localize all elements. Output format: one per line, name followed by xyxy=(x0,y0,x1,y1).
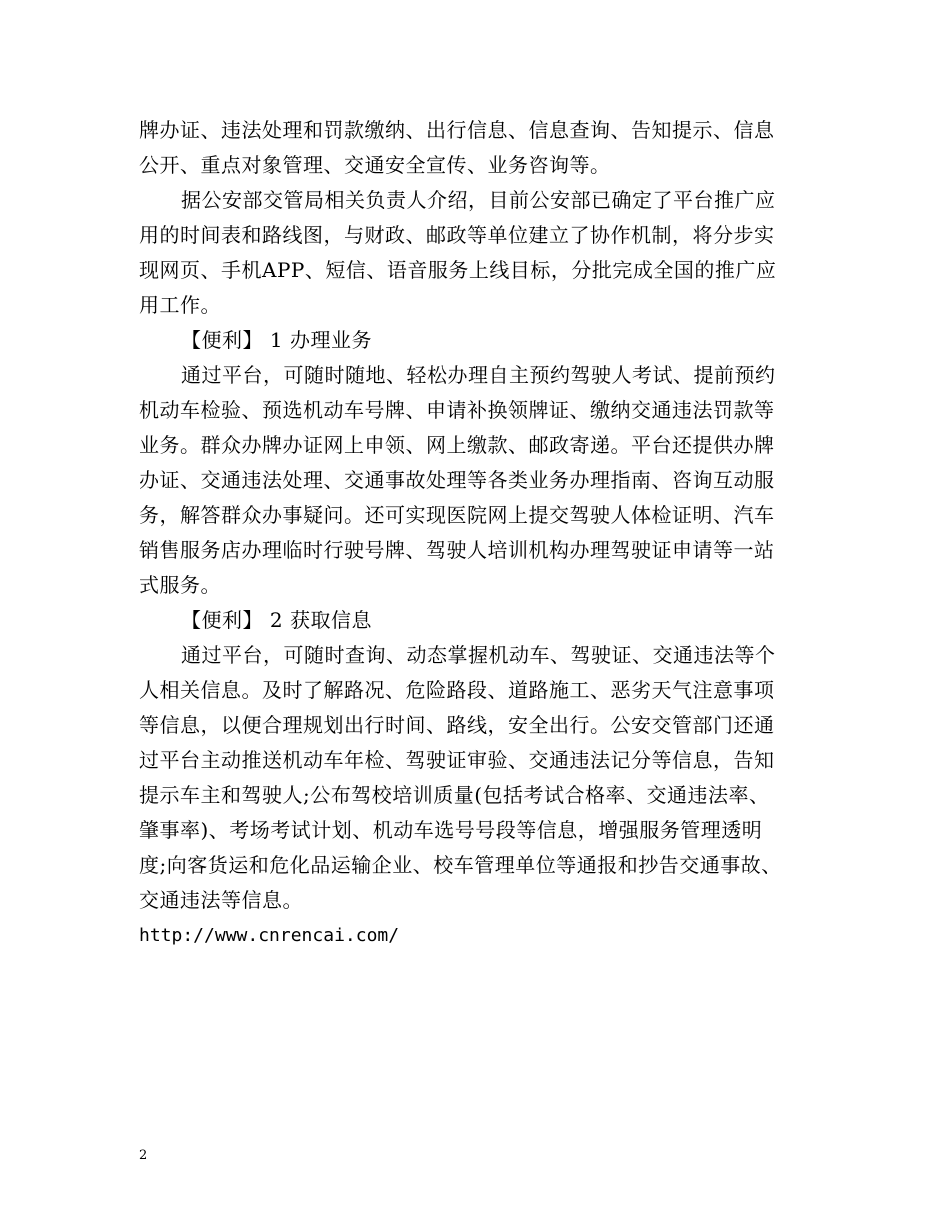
page-number: 2 xyxy=(139,1148,148,1163)
text-line: 牌办证、违法处理和罚款缴纳、出行信息、信息查询、告知提示、信息 xyxy=(139,118,775,142)
section-heading-get-information xyxy=(139,603,829,638)
text-line: 用工作。 xyxy=(139,293,221,317)
text-line: 过平台主动推送机动车年检、驾驶证审验、交通违法记分等信息，告知 xyxy=(139,748,775,772)
text-line: 据公安部交管局相关负责人介绍，目前公安部已确定了平台推广应 xyxy=(181,188,776,212)
text-line: 等信息，以便合理规划出行时间、路线，安全出行。公安交管部门还通 xyxy=(139,713,775,737)
section-heading-handle-business xyxy=(139,323,829,358)
text-line: 人相关信息。及时了解路况、危险路段、道路施工、恶劣天气注意事项 xyxy=(139,678,775,702)
paragraph-get-information xyxy=(139,638,829,918)
text-line: 业务。群众办牌办证网上申领、网上缴款、邮政寄递。平台还提供办牌 xyxy=(139,433,775,457)
text-line: 提示车主和驾驶人;公布驾校培训质量(包括考试合格率、交通违法率、 xyxy=(139,783,770,807)
heading-line: 【便利】 2 获取信息 xyxy=(181,608,372,632)
heading-line: 【便利】 1 办理业务 xyxy=(181,328,372,352)
text-line: 办证、交通违法处理、交通事故处理等各类业务办理指南、咨询互动服 xyxy=(139,468,775,492)
document-body xyxy=(139,113,829,953)
text-line: 度;向客货运和危化品运输企业、校车管理单位等通报和抄告交通事故、 xyxy=(139,853,782,877)
text-line: 交通违法等信息。 xyxy=(139,888,303,912)
text-line: 通过平台，可随时随地、轻松办理自主预约驾驶人考试、提前预约 xyxy=(181,363,776,387)
text-line: 机动车检验、预选机动车号牌、申请补换领牌证、缴纳交通违法罚款等 xyxy=(139,398,775,422)
paragraph-continuation xyxy=(139,113,829,183)
text-line: 式服务。 xyxy=(139,573,221,597)
source-url[interactable]: http://www.cnrencai.com/ xyxy=(139,925,400,946)
text-line: 肇事率)、考场考试计划、机动车选号号段等信息，增强服务管理透明 xyxy=(139,818,763,842)
text-line: 销售服务店办理临时行驶号牌、驾驶人培训机构办理驾驶证申请等一站 xyxy=(139,538,775,562)
text-line: 现网页、手机APP、短信、语音服务上线目标，分批完成全国的推广应 xyxy=(139,258,777,282)
paragraph-handle-business xyxy=(139,358,829,603)
paragraph-introduction xyxy=(139,183,829,323)
text-line: 公开、重点对象管理、交通安全宣传、业务咨询等。 xyxy=(139,153,611,177)
text-line: 用的时间表和路线图，与财政、邮政等单位建立了协作机制，将分步实 xyxy=(139,223,775,247)
text-line: 务，解答群众办事疑问。还可实现医院网上提交驾驶人体检证明、汽车 xyxy=(139,503,775,527)
text-line: 通过平台，可随时查询、动态掌握机动车、驾驶证、交通违法等个 xyxy=(181,643,776,667)
